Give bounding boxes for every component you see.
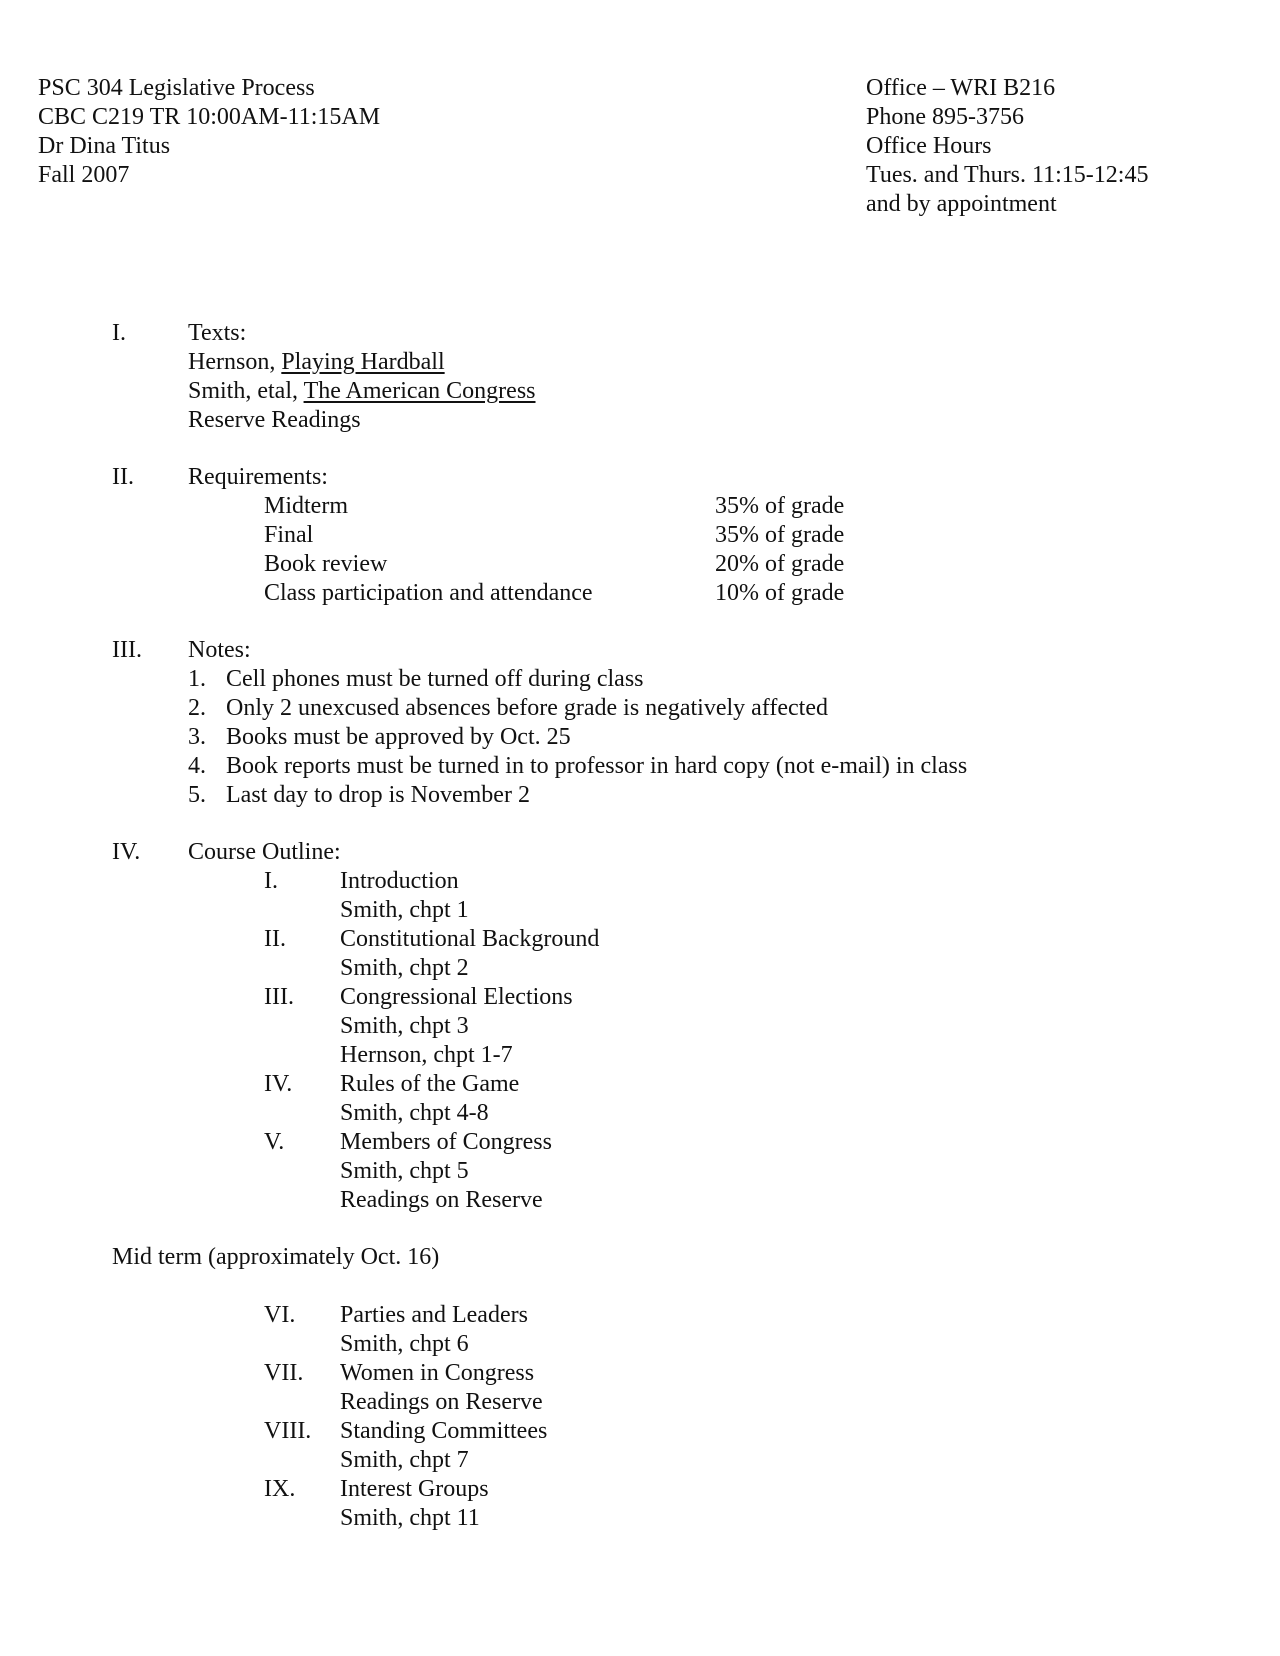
section-requirements [188, 463, 888, 608]
unit-numeral: VIII. [264, 1418, 312, 1444]
unit-reading: Smith, chpt 2 [340, 955, 469, 981]
requirement-row [188, 492, 888, 521]
section-notes [188, 636, 1088, 810]
unit-topic: Introduction [340, 868, 459, 894]
midterm-note: Mid term (approximately Oct. 16) [112, 1244, 440, 1270]
text-author: Reserve Readings [188, 407, 361, 433]
requirement-weight: 20% of grade [715, 551, 845, 577]
section-outline [188, 838, 888, 1215]
text-title: The American Congress [303, 378, 536, 404]
office-hours-note: and by appointment [866, 191, 1057, 217]
unit-reading-row [188, 1041, 888, 1070]
outline-unit [188, 1475, 888, 1504]
unit-reading: Smith, chpt 4-8 [340, 1100, 489, 1126]
outline-unit [188, 1417, 888, 1446]
outline-unit [188, 867, 888, 896]
note-text: Only 2 unexcused absences before grade is negatively affected [226, 695, 828, 721]
requirement-row [188, 579, 888, 608]
unit-reading: Smith, chpt 6 [340, 1331, 469, 1357]
unit-reading: Smith, chpt 5 [340, 1158, 469, 1184]
note-item [188, 723, 1088, 752]
note-item [188, 781, 1088, 810]
unit-reading: Smith, chpt 7 [340, 1447, 469, 1473]
unit-numeral: II. [264, 926, 286, 952]
outline-unit [188, 983, 888, 1012]
outline-unit [188, 1070, 888, 1099]
course-title: PSC 304 Legislative Process [38, 75, 315, 101]
unit-reading: Hernson, chpt 1-7 [340, 1042, 513, 1068]
unit-reading-row [188, 1186, 888, 1215]
unit-reading-row [188, 1446, 888, 1475]
notes-heading: Notes: [188, 637, 251, 663]
outline-unit [188, 1359, 888, 1388]
course-info [38, 74, 380, 190]
note-item [188, 694, 1088, 723]
outline-unit [188, 1128, 888, 1157]
note-text: Last day to drop is November 2 [226, 782, 530, 808]
unit-numeral: III. [264, 984, 294, 1010]
text-author: Smith, etal, [188, 378, 304, 404]
unit-numeral: VII. [264, 1360, 304, 1386]
unit-topic: Constitutional Background [340, 926, 600, 952]
unit-numeral: V. [264, 1129, 285, 1155]
text-title: Playing Hardball [281, 349, 445, 375]
section-outline-continued [188, 1301, 888, 1533]
section-numeral-texts: I. [112, 320, 126, 346]
section-numeral-requirements: II. [112, 464, 134, 490]
unit-topic: Members of Congress [340, 1129, 552, 1155]
unit-reading-row [188, 1330, 888, 1359]
section-numeral-outline: IV. [112, 839, 141, 865]
unit-numeral: I. [264, 868, 278, 894]
outline-unit [188, 1301, 888, 1330]
unit-reading: Smith, chpt 1 [340, 897, 469, 923]
outline-heading: Course Outline: [188, 839, 341, 865]
note-number: 2. [188, 695, 206, 721]
unit-reading-row [188, 896, 888, 925]
unit-reading: Readings on Reserve [340, 1187, 543, 1213]
text-item [188, 348, 536, 377]
unit-topic: Standing Committees [340, 1418, 548, 1444]
unit-topic: Parties and Leaders [340, 1302, 528, 1328]
unit-numeral: IV. [264, 1071, 293, 1097]
unit-topic: Congressional Elections [340, 984, 573, 1010]
semester: Fall 2007 [38, 162, 130, 188]
text-item [188, 377, 536, 406]
section-texts [188, 319, 536, 435]
requirement-weight: 35% of grade [715, 493, 845, 519]
note-text: Books must be approved by Oct. 25 [226, 724, 571, 750]
note-number: 4. [188, 753, 206, 779]
unit-numeral: VI. [264, 1302, 296, 1328]
note-number: 5. [188, 782, 206, 808]
instructor-name: Dr Dina Titus [38, 133, 171, 159]
requirement-weight: 35% of grade [715, 522, 845, 548]
texts-heading: Texts: [188, 320, 247, 346]
unit-reading-row [188, 1099, 888, 1128]
note-item [188, 752, 1088, 781]
text-item [188, 406, 536, 435]
unit-reading: Smith, chpt 3 [340, 1013, 469, 1039]
requirement-name: Book review [264, 551, 388, 577]
note-text: Book reports must be turned in to professor in hard copy (not e-mail) in class [226, 753, 968, 779]
requirements-heading: Requirements: [188, 464, 328, 490]
unit-reading-row [188, 954, 888, 983]
requirement-name: Final [264, 522, 314, 548]
note-text: Cell phones must be turned off during class [226, 666, 644, 692]
requirement-row [188, 550, 888, 579]
note-item [188, 665, 1088, 694]
requirement-name: Midterm [264, 493, 348, 519]
unit-topic: Interest Groups [340, 1476, 489, 1502]
office-hours-times: Tues. and Thurs. 11:15-12:45 [866, 162, 1149, 188]
note-number: 3. [188, 724, 206, 750]
unit-reading-row [188, 1012, 888, 1041]
note-number: 1. [188, 666, 206, 692]
requirement-weight: 10% of grade [715, 580, 845, 606]
office-phone: Phone 895-3756 [866, 104, 1024, 130]
class-schedule: CBC C219 TR 10:00AM-11:15AM [38, 104, 381, 130]
unit-reading: Smith, chpt 11 [340, 1505, 480, 1531]
unit-topic: Rules of the Game [340, 1071, 520, 1097]
office-location: Office – WRI B216 [866, 75, 1056, 101]
section-numeral-notes: III. [112, 637, 142, 663]
requirement-name: Class participation and attendance [264, 580, 593, 606]
requirement-row [188, 521, 888, 550]
unit-reading: Readings on Reserve [340, 1389, 543, 1415]
unit-reading-row [188, 1388, 888, 1417]
outline-unit [188, 925, 888, 954]
unit-reading-row [188, 1157, 888, 1186]
text-author: Hernson, [188, 349, 282, 375]
office-hours-label: Office Hours [866, 133, 992, 159]
unit-numeral: IX. [264, 1476, 296, 1502]
unit-reading-row [188, 1504, 888, 1533]
unit-topic: Women in Congress [340, 1360, 535, 1386]
office-info [866, 74, 1148, 219]
